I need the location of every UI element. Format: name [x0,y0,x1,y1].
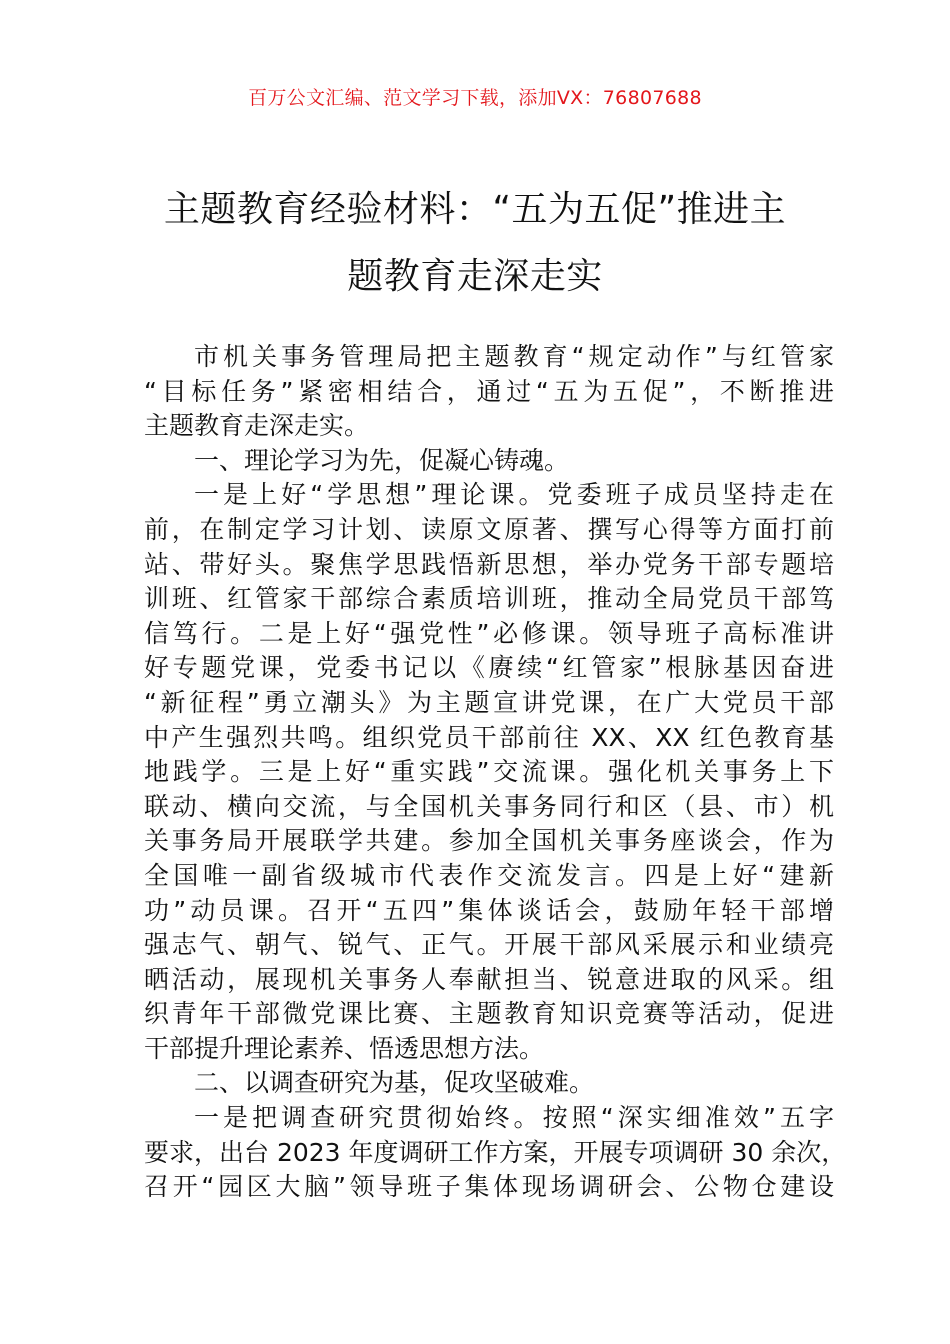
document-body [144,340,847,1205]
watermark-banner: 百万公文汇编、范文学习下载，添加VX：76807688 [248,87,702,109]
paragraph-line: 关事务局开展联学共建。参加全国机关事务座谈会，作为 [144,826,834,856]
paragraph-line: 联动、横向交流，与全国机关事务同行和区（县、市）机 [144,791,834,821]
paragraph-line: 前，在制定学习计划、读原文原著、撰写心得等方面打前 [144,514,834,544]
paragraph-line: 一是上好“学思想”理论课。党委班子成员坚持走在 [194,480,834,510]
paragraph-line: 功”动员课。召开“五四”集体谈话会，鼓励年轻干部增 [144,895,834,925]
paragraph-line: 训班、红管家干部综合素质培训班，推动全局党员干部笃 [144,584,834,614]
paragraph-line: 信笃行。二是上好“强党性”必修课。领导班子高标准讲 [144,618,834,648]
paragraph-line: “新征程”勇立潮头》为主题宣讲党课，在广大党员干部 [144,687,834,717]
paragraph-line: 强志气、朝气、锐气、正气。开展干部风采展示和业绩亮 [144,930,834,960]
paragraph-line: 主题教育走深走实。 [144,411,370,441]
paragraph-line: 全国唯一副省级城市代表作交流发言。四是上好“建新 [144,860,834,890]
paragraph-line: 一是把调查研究贯彻始终。按照“深实细准效”五字 [194,1103,834,1133]
paragraph-line: 好专题党课，党委书记以《赓续“红管家”根脉基因奋进 [144,653,834,683]
paragraph-line: 中产生强烈共鸣。组织党员干部前往 XX、XX 红色教育基 [144,722,834,752]
section-heading: 二、以调查研究为基，促攻坚破难。 [194,1068,595,1098]
paragraph-line: 织青年干部微党课比赛、主题教育知识竞赛等活动，促进 [144,999,834,1029]
paragraph-line: 晒活动，展现机关事务人奉献担当、锐意进取的风采。组 [144,964,834,994]
paragraph-line: 市机关事务管理局把主题教育“规定动作”与红管家 [194,342,834,371]
section-heading: 一、理论学习为先，促凝心铸魂。 [194,445,570,475]
paragraph-line: 干部提升理论素养、悟透思想方法。 [144,1033,545,1063]
paragraph-line: 站、带好头。聚焦学思践悟新思想，举办党务干部专题培 [144,549,834,579]
paragraph-line: “目标任务”紧密相结合，通过“五为五促”，不断推进 [144,376,834,406]
document-title [120,176,830,310]
title-line-1: 主题教育经验材料：“五为五促”推进主 [163,189,787,230]
paragraph-line: 要求，出台 2023 年度调研工作方案，开展专项调研 30 余次， [144,1137,847,1167]
title-line-2: 题教育走深走实 [347,256,603,297]
paragraph-line: 召开“园区大脑”领导班子集体现场调研会、公物仓建设 [144,1172,834,1202]
paragraph-line: 地践学。三是上好“重实践”交流课。强化机关事务上下 [144,757,834,787]
